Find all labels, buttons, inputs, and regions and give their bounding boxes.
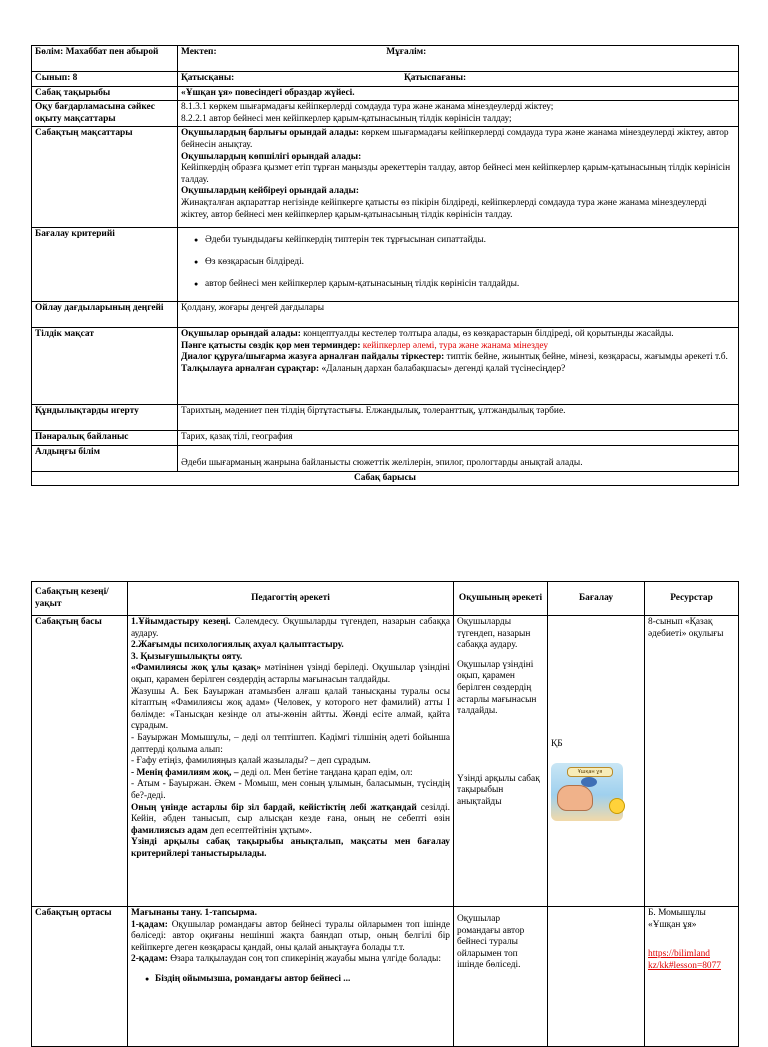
student-activity-start [454, 616, 548, 907]
start-summary: Үзінді арқылы сабақ тақырыбы анықталып, мақсаты мен бағалау критерийлері таныстырылады. [131, 837, 450, 859]
resources-start: 8-сынып «Қазақ әдебиеті» оқулығы [645, 616, 739, 907]
student-start-2: Оқушылар үзіндіні оқып, қарамен берілген сөздердің астарлы мағынасын талдайды. [457, 659, 537, 717]
lang-1-text: концептуалды кестелер толтыра алады, өз көзқарастарын білдіреді, ой қорытынды жасайды. [300, 329, 674, 340]
objective-1: 8.1.3.1 көркем шығармадағы кейіпкерлерді сомдауда тура және жанама мінездеулерді жіктеу; [181, 102, 554, 113]
assessment-start [548, 616, 645, 907]
header-resources: Ресурстар [645, 582, 739, 616]
book-cover-title: Ұшқан ұя [567, 767, 613, 777]
start-step-2: 2.Жағымды психологиялық ахуал қалыптастыру. [131, 640, 344, 651]
excerpt-p3: - Ғафу етіңіз, фамилияңыз қалай жазылады? – деп сұрадым. [131, 756, 371, 767]
grade-cell: Сынып: 8 [32, 72, 178, 87]
goals-value [178, 127, 739, 228]
teacher-activity-start [128, 616, 454, 907]
absent-label: Қатыспағаны: [403, 73, 467, 83]
excerpt-p2: - Бауыржан Момышұлы, – деді ол тептіштеп. Кәдімгі тілшінің әдеті бойынша дәптерді қолыма алып: [131, 732, 450, 755]
values-value: Тарихтың, мәдениет пен тілдің біртұтастығы. Елжандылық, толеранттық, ұлтжандылық тәрбие. [178, 405, 739, 431]
topic-value: «Ұшқан ұя» повесіндегі образдар жүйесі. [178, 86, 739, 101]
excerpt-intro: мәтінінен үзінді беріледі. Оқушылар үзіндіні оқып, қарамен берілген сөздердің астарлы мағынасын талдайды. [131, 663, 450, 685]
student-start-3: Үзінді арқылы сабақ тақырыбын анықтайды [457, 773, 540, 807]
teacher-label: Мұғалім: [386, 47, 427, 57]
assessment-kb: ҚБ [551, 739, 563, 749]
lang-3-text: типтік бейне, жиынтық бейне, мінезі, көзқарасы, жағымды әрекеті т.б. [444, 352, 728, 363]
values-label: Құндылықтарды игерту [32, 405, 178, 431]
objective-2: 8.2.2.1 автор бейнесі мен кейіпкерлер қарым-қатынасының тілдік көрінісін талдау; [181, 113, 512, 124]
progress-heading: Сабақ барысы [32, 471, 739, 486]
topic-label: Сабақ тақырыбы [32, 86, 178, 101]
criteria-value [178, 228, 739, 302]
bird-icon [581, 777, 597, 787]
lang-2-text: кейіпкерлер әлемі, тура және жанама мінездеу [360, 340, 549, 351]
middle-step-2: 2-қадам: [131, 954, 168, 965]
excerpt-p4-bold: - Менің фамилиям жоқ, – [131, 767, 239, 778]
excerpt-p6-bold: Оның үнінде астарлы бір зіл бардай, кейістіктің лебі жатқандай [131, 802, 417, 813]
resources-middle [645, 907, 739, 1047]
attendance-cell [178, 72, 739, 87]
criterion-1: ● Әдеби туындыдағы кейіпкердің типтерін тек тұрғысынан сипаттайды. [181, 235, 735, 247]
thinking-label: Ойлау дағдыларының деңгейі [32, 302, 178, 328]
student-activity-middle [454, 907, 548, 1047]
middle-template-line: ● Біздің ойымызша, романдағы автор бейнесі ... [131, 974, 450, 986]
excerpt-p6: сезілді. Кейін, әбден танысып, сыр алысқан кезде ғана, оның не себепті өзін [131, 802, 451, 825]
lang-3-title: Диалог құруға/шығарма жазуға арналған пайдалы тіркестер: [181, 352, 445, 363]
goals-label: Сабақтың мақсаттары [32, 127, 178, 228]
thinking-value: Қолдану, жоғары деңгей дағдылары [178, 302, 739, 328]
start-step-1-text: Сәлемдесу. Оқушыларды түгендеп, назарын сабаққа аудару. [131, 617, 450, 639]
criteria-label: Бағалау критерийі [32, 228, 178, 302]
objectives-label: Оқу бағдарламасына сәйкес оқыту мақсаттары [32, 101, 178, 127]
start-step-1: 1.Ұйымдастыру кезеңі. [131, 617, 231, 627]
objectives-value [178, 101, 739, 127]
middle-task-1: Мағынаны тану. 1-тапсырма. [131, 908, 257, 918]
lang-4-title: Талқылауға арналған сұрақтар: [181, 363, 320, 374]
present-label: Қатысқаны: [181, 73, 235, 83]
lang-1-title: Оқушылар орындай алады: [181, 329, 301, 340]
stage-start: Сабақтың басы [32, 616, 128, 907]
school-teacher-cell [178, 46, 739, 72]
excerpt-p4: деді ол. Мен бетіне таңдана қарап едім, ол: [238, 767, 413, 778]
excerpt-p1: Жазушы А. Бек Бауыржан атамызбен алғаш қалай танысқаны туралы осы кітаптың «Фамилиясы жоқ адам» (Человек, у которого нет фамилий) атты І бөлімде: «Танысқан кезінде ол аты-жөнін айтты. Жөнді есіте алмай, қайта сұрадым. [131, 686, 450, 732]
resource-book: Б. Момышұлы «Ұшқан ұя» [648, 908, 706, 930]
header-assessment: Бағалау [548, 582, 645, 616]
language-value [178, 328, 739, 405]
criterion-2: ● Өз көзқарасын білдіреді. [181, 257, 735, 269]
lesson-progress-table [31, 581, 739, 1047]
header-teacher: Педагогтің әрекеті [128, 582, 454, 616]
cross-label: Пәнаралық байланыс [32, 431, 178, 446]
student-middle-1: Оқушылар романдағы автор бейнесі туралы ойларымен топ ішінде бөліседі. [457, 914, 525, 971]
hand-icon [557, 785, 593, 811]
section-cell: Бөлім: Махаббат пен абырой [32, 46, 178, 72]
middle-step-1-text: Оқушылар романдағы автор бейнесі туралы ойларымен топ ішінде бөліседі: автор оқиғаны нешінші жақта баяндап отыр, оның белгілі бір кейіпкерге деген көзқарасы қандай, оны қалай анықтауға болады т.т. [131, 919, 450, 953]
goals-most-title: Оқушылардың көпшілігі орындай алады: [181, 151, 362, 162]
start-step-3: 3. Қызығушылықты ояту. [131, 651, 243, 662]
prior-label: Алдыңғы білім [32, 445, 178, 471]
student-start-1: Оқушыларды түгендеп, назарын сабаққа аудару. [457, 617, 531, 651]
excerpt-title: «Фамилиясы жоқ ұлы қазақ» [131, 663, 262, 674]
goals-all-text: көркем шығармадағы кейіпкерлерді сомдауда тура және жанама мінездеулерді жіктеу, автор бейнесін анықтау. [181, 128, 729, 150]
teacher-activity-middle [128, 907, 454, 1047]
excerpt-p6-end: деп есептейтінін ұқтым». [207, 825, 312, 836]
excerpt-p5: - Атым - Бауыржан. Әкем - Момыш, мен соның ұлымын, баласымын, түсіндің бе?-деді. [131, 779, 450, 801]
language-label: Тілдік мақсат [32, 328, 178, 405]
school-label: Мектеп: [181, 47, 217, 57]
excerpt-p6-bold-2: фамилиясыз адам [131, 825, 208, 836]
lesson-plan-table [31, 45, 739, 486]
criterion-3: ● автор бейнесі мен кейіпкерлер қарым-қатынасының тілдік көрінісін талдайды. [181, 279, 735, 291]
prior-value: Әдеби шығарманың жанрына байланысты сюжеттік желілерін, эпилог, прологтарды анықтай алады. [178, 445, 739, 471]
header-stage: Сабақтың кезеңі/ уақыт [32, 582, 128, 616]
middle-step-2-text: Өзара талқылаудан соң топ спикерінің жауабы мына үлгіде болады: [167, 954, 441, 965]
book-cover-image [551, 755, 623, 823]
lang-2-title: Пәнге қатысты сөздік қор мен терминдер: [181, 340, 361, 351]
lang-4-text: «Даланың дархан балабақшасы» дегенді қалай түсінесіңдер? [319, 363, 566, 374]
header-student: Оқушының әрекеті [454, 582, 548, 616]
assessment-middle [548, 907, 645, 1047]
stage-middle: Сабақтың ортасы [32, 907, 128, 1047]
smiley-icon [609, 798, 625, 814]
goals-most-text: Кейіпкердің образға қызмет етіп тұрған маңызды әрекеттерін талдау, автор бейнесі мен кейіпкерлер қарым-қатынасының тілдік көрінісін талдау. [181, 163, 731, 185]
goals-some-text: Жинақталған ақпараттар негізінде кейіпкерге қатысты өз пікірін білдіреді, кейіпкерлерді сомдауда тура және жанама мінездеулерді жіктеу, автор бейнесі мен кейіпкерлер қарым-қатынасының тілдік көрінісін талдау. [181, 197, 707, 220]
goals-some-title: Оқушылардың кейбіреуі орындай алады: [181, 186, 359, 197]
goals-all-title: Оқушылардың барлығы орындай алады: [181, 128, 360, 139]
middle-step-1: 1-қадам: [131, 919, 168, 930]
cross-value: Тарих, қазақ тілі, география [178, 431, 739, 446]
bilimland-link[interactable]: https://bilimland kz/kk#lesson=8077 [648, 949, 721, 971]
